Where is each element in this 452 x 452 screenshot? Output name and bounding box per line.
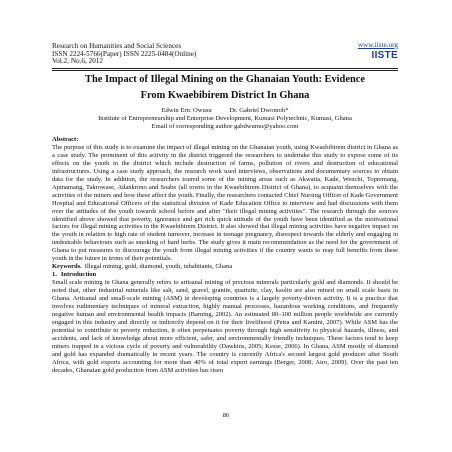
keywords-text: Illegal mining, gold, diamond, youth, inhabitants, Ghana <box>84 263 233 271</box>
author-email: Email of corresponding author gabdwumo@yahoo.com <box>151 123 299 131</box>
iiste-logo: IISTE <box>371 50 398 61</box>
journal-url-link[interactable]: www.iiste.org <box>357 41 398 49</box>
author-2: Dr. Gabriel Dwomoh* <box>229 107 289 114</box>
paper-title-line-1: The Impact of Illegal Mining on the Ghanaian Youth: Evidence <box>85 74 365 85</box>
author-block <box>52 107 398 132</box>
section-title: Introduction <box>60 271 97 279</box>
author-affiliation: Institute of Entrepreneurship and Enterprise Development, Kumasi Polytechnic, Kumasi, Ghana <box>98 115 352 123</box>
abstract-text: The purpose of this study is to examine the impact of illegal mining on the Ghanaian youth, using Kwaebibirem district in Ghana as a case study. The prominent of this activity in the district triggered the researchers to undertake this study to expose some of its effects on the youth in the district which include destruction of farms, pollution of rivers and destruction of educational infrastructures. Using a case study approach, the research work used interviews, observations and documentary sources to obtain data for the study. In addition, the researchers toured some of the mining areas such as Akwatia, Kade, Wenchi, Topremang, Apinamang, Takrowase, Adankrono and Soabe (all towns in the Kwaebibirem District of Ghana), to acquaint themselves with the activities of the miners and how these affect the youth. Finally, the researchers contacted Chief Nursing Officer of Kade Government Hospital and Educational Officers of the statistical division of Kade Education Office to interview and had discussions with them over the attitudes of the youth towards school before and after "their illegal mining activities". The research through the sources identified above showed that poverty, ignorance and get rich quick attitude of the youth have been identified as the motivational factors for illegal mining activities in the Kwaebibirem District. It also showed that illegal mining activities have negative impact on the youth in relation to high rate of student turnover, increase in teenage pregnancy, disrespect towards the elderly and engaging in undesirable behaviours such as smoking of hard herbs. The study gives it main recommendation as the need for the government of Ghana to put measures to discourage the youth from illegal mining activities if the country wants to reap full benefits from these youth in the future in terms of their potentials. <box>52 143 398 263</box>
keywords <box>52 263 398 271</box>
page-number: 86 <box>222 412 230 419</box>
section-heading-introduction <box>52 271 398 279</box>
header-rule <box>52 68 398 69</box>
paper-title-line-2: From Kwaebibirem District In Ghana <box>140 90 310 101</box>
journal-name: Research on Humanities and Social Sciences <box>52 42 182 50</box>
section-number: 1. <box>52 271 57 279</box>
author-names <box>52 107 398 115</box>
abstract-heading: Abstract: <box>52 136 79 143</box>
journal-header <box>52 43 196 66</box>
paper-body <box>52 136 398 375</box>
journal-issn: ISSN 2224-5766(Paper) ISSN 2225-0484(Online) <box>52 49 197 58</box>
journal-branding <box>358 41 398 61</box>
journal-volume: Vol.2, No.6, 2012 <box>52 57 103 66</box>
header-rule-thin <box>52 70 398 71</box>
author-1: Edwin Eric Owusu <box>161 107 212 114</box>
introduction-text: Small scale mining in Ghana generally refers to artisanal mining of precious minerals particularly gold and diamonds. It should be noted that, other industrial minerals like salt, sand, gravel, granite, quartzite, clay, kaolin are also mined on small scale basis in Ghana. Artisanal and small-scale mining (ASM) in developing countries is a largely poverty-driven activity. It is a practice that involves rudimentary techniques of mineral extraction, highly manual processes, hazardous working conditions, and frequently negative human and environmental health impacts (Barning, 2002). An estimated 80–100 million people worldwide are currently engaged in this industry and directly or indirectly depend on it for their livelihood (Petra and Kamini, 2007). While ASM has the potential to contribute to poverty reduction, it often perpetuates poverty through high sensitivity to physical hazards, illness, and accidents, and lack of knowledge about more efficient, safer, and environmentally friendly techniques. These factors tend to keep miners trapped in a vicious cycle of poverty and vulnerability (Dawkins, 2005; Kesse, 2006). In Ghana, ASM mostly of diamond and gold has expanded dramatically in recent years. The country is currently Africa's second largest gold producer after South Africa, with gold exports accounting for more than 40% of total export earnings (Berger, 2008; Airo, 2009). Over the past ten decades, Ghanaian gold production from ASM activities has risen <box>52 279 398 374</box>
keywords-heading: Keywords. <box>52 263 82 271</box>
